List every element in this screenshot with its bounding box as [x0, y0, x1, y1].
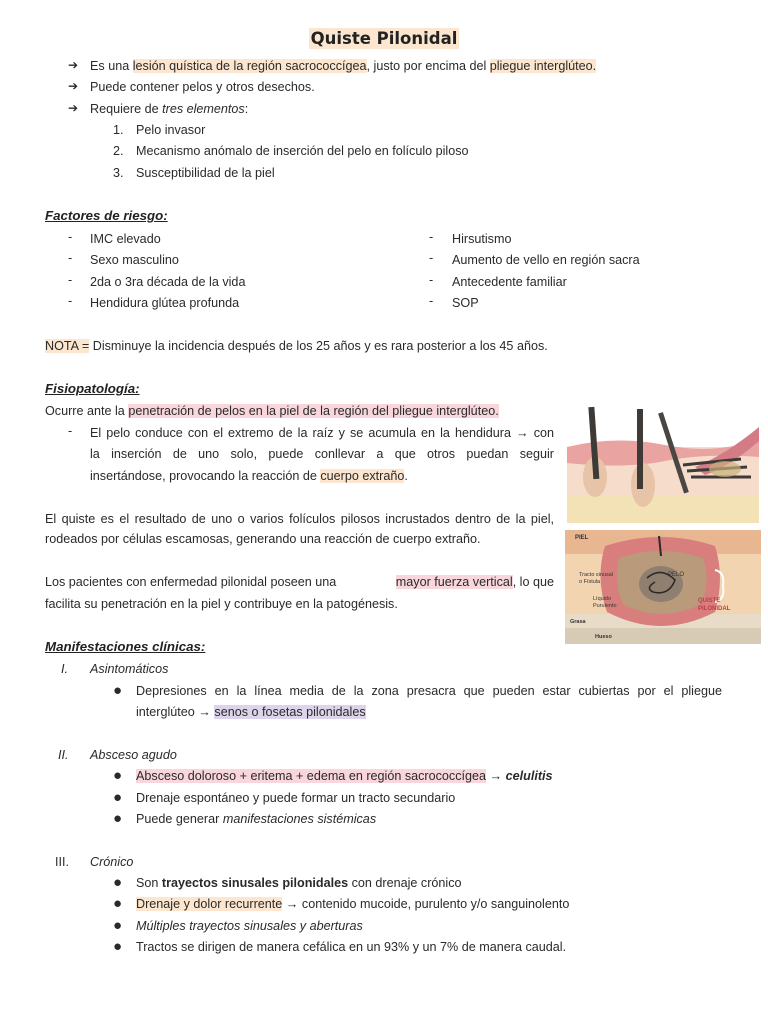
manif-heading: Manifestaciones clínicas:: [45, 639, 206, 654]
dash-bullet: -: [429, 294, 434, 308]
risk-left-item: IMC elevado: [90, 232, 161, 246]
label-quiste-1: QUISTE: [698, 598, 721, 604]
round-bullet-icon: ●: [113, 767, 123, 784]
fisio-sub-line-1: El pelo conduce con el extremo de la raíz y se acumula en la hendidura → con: [90, 426, 554, 440]
label-hueso: Hueso: [595, 634, 612, 640]
highlight-absceso: Absceso doloroso + eritema + edema en región sacrococcígea: [136, 769, 487, 783]
dash-bullet: -: [429, 230, 434, 244]
fisio-sub-line-3: insertándose, provocando la reacción de cuerpo extraño.: [90, 469, 408, 483]
list-item: 2.: [113, 144, 124, 158]
dash-bullet: -: [68, 273, 73, 287]
round-bullet-icon: ●: [113, 917, 123, 934]
fisio-heading: Fisiopatología:: [45, 381, 140, 396]
highlight-fuerza-vertical: mayor fuerza vertical: [395, 575, 513, 589]
manif-iii-bullet-2: Drenaje y dolor recurrente → contenido mucoide, purulento y/o sanguinolento: [136, 897, 570, 911]
roman-numeral: III.: [55, 855, 69, 869]
manif-ii-bullet-1: Absceso doloroso + eritema + edema en región sacrococcígea → celulitis: [136, 769, 553, 783]
fisio-paragraph-2-line-1: El quiste es el resultado de uno o varios folículos pilosos incrustados dentro de la piel,: [45, 512, 554, 526]
risk-left-item: 2da o 3ra década de la vida: [90, 275, 246, 289]
manif-i-title: Asintomáticos: [90, 662, 169, 676]
arrow-bullet-icon: ➔: [68, 79, 79, 93]
risk-right-item: Antecedente familiar: [452, 275, 567, 289]
label-tracto-2: o Fístula: [579, 579, 601, 585]
dash-bullet: -: [68, 424, 73, 438]
highlight-senos: senos o fosetas pilonidales: [214, 705, 366, 719]
round-bullet-icon: ●: [113, 810, 123, 827]
highlight-penetracion: penetración de pelos en la piel de la región del pliegue interglúteo.: [128, 404, 499, 418]
fisio-paragraph-3-line-2: facilita su penetración en la piel y contribuye en la patogénesis.: [45, 597, 398, 611]
arrow-bullet-icon: ➔: [68, 101, 79, 115]
dash-bullet: -: [68, 294, 73, 308]
dash-bullet: -: [68, 230, 73, 244]
roman-numeral: II.: [58, 748, 69, 762]
label-tracto-1: Tracto sinusal: [579, 572, 614, 578]
manif-i-bullet-line-2: interglúteo → senos o fosetas pilonidales: [136, 705, 366, 719]
round-bullet-icon: ●: [113, 682, 123, 699]
risk-right-item: Hirsutismo: [452, 232, 512, 246]
hair-follicle-illustration: [565, 405, 761, 523]
arrow-bullet-icon: ➔: [68, 58, 79, 72]
list-item-text: Susceptibilidad de la piel: [136, 166, 275, 180]
highlight-drenaje: Drenaje y dolor recurrente: [136, 897, 283, 911]
risk-left-item: Sexo masculino: [90, 253, 179, 267]
label-pelo: PELO: [668, 572, 685, 578]
risk-right-item: SOP: [452, 296, 479, 310]
intro-bullet-2: Puede contener pelos y otros desechos.: [90, 80, 315, 94]
risk-heading: Factores de riesgo:: [45, 208, 168, 223]
roman-numeral: I.: [61, 662, 68, 676]
risk-right-item: Aumento de vello en región sacra: [452, 253, 640, 267]
fisio-paragraph-3-line-1: Los pacientes con enfermedad pilonidal poseen una mayor fuerza vertical, lo que: [45, 575, 554, 589]
dash-bullet: -: [429, 251, 434, 265]
nota-label: NOTA =: [45, 339, 90, 353]
intro-bullet-3: Requiere de tres elementos:: [90, 102, 249, 116]
page-title: Quiste Pilonidal: [310, 29, 458, 48]
round-bullet-icon: ●: [113, 938, 123, 955]
intro-bullet-1: Es una lesión quística de la región sacrococcígea, justo por encima del pliegue interglúteo.: [90, 59, 597, 73]
label-piel: PIEL: [575, 535, 589, 541]
manif-iii-title: Crónico: [90, 855, 134, 869]
manif-ii-bullet-3: Puede generar manifestaciones sistémicas: [136, 812, 377, 826]
risk-left-item: Hendidura glútea profunda: [90, 296, 240, 310]
highlight-cuerpo-extrano: cuerpo extraño: [320, 469, 405, 483]
label-liquido-1: Líquido: [593, 596, 612, 602]
round-bullet-icon: ●: [113, 789, 123, 806]
fisio-paragraph-1: Ocurre ante la penetración de pelos en la piel de la región del pliegue interglúteo.: [45, 404, 499, 418]
manif-ii-title: Absceso agudo: [90, 748, 177, 762]
list-item: 3.: [113, 166, 124, 180]
highlight-pliegue: pliegue interglúteo.: [489, 59, 597, 73]
manif-iii-bullet-3: Múltiples trayectos sinusales y aberturas: [136, 919, 363, 933]
label-grasa: Grasa: [570, 619, 586, 625]
label-liquido-2: Purulento: [593, 603, 617, 609]
nota-line: NOTA = Disminuye la incidencia después de los 25 años y es rara posterior a los 45 años.: [45, 339, 548, 353]
dash-bullet: -: [429, 273, 434, 287]
fisio-paragraph-2-line-2: rodeados por células escamosas, generando una reacción de cuerpo extraño.: [45, 532, 481, 546]
dash-bullet: -: [68, 251, 73, 265]
list-item-text: Pelo invasor: [136, 123, 206, 137]
manif-iii-bullet-1: Son trayectos sinusales pilonidales con drenaje crónico: [136, 876, 462, 890]
list-item-text: Mecanismo anómalo de inserción del pelo en folículo piloso: [136, 144, 469, 158]
pilonidal-cyst-diagram: [565, 530, 761, 644]
list-item: 1.: [113, 123, 124, 137]
label-quiste-2: PILONIDAL: [698, 606, 731, 612]
round-bullet-icon: ●: [113, 895, 123, 912]
round-bullet-icon: ●: [113, 874, 123, 891]
fisio-sub-line-2: la inserción de uno solo, puede conllevar a que otros puedan seguir: [90, 447, 554, 461]
highlight-lesion: lesión quística de la región sacrococcígea: [132, 59, 367, 73]
manif-i-bullet-line-1: Depresiones en la línea media de la zona presacra que pueden estar cubiertas por el pliegue: [136, 684, 722, 698]
manif-ii-bullet-2: Drenaje espontáneo y puede formar un tracto secundario: [136, 791, 456, 805]
manif-iii-bullet-4: Tractos se dirigen de manera cefálica en un 93% y un 7% de manera caudal.: [136, 940, 567, 954]
